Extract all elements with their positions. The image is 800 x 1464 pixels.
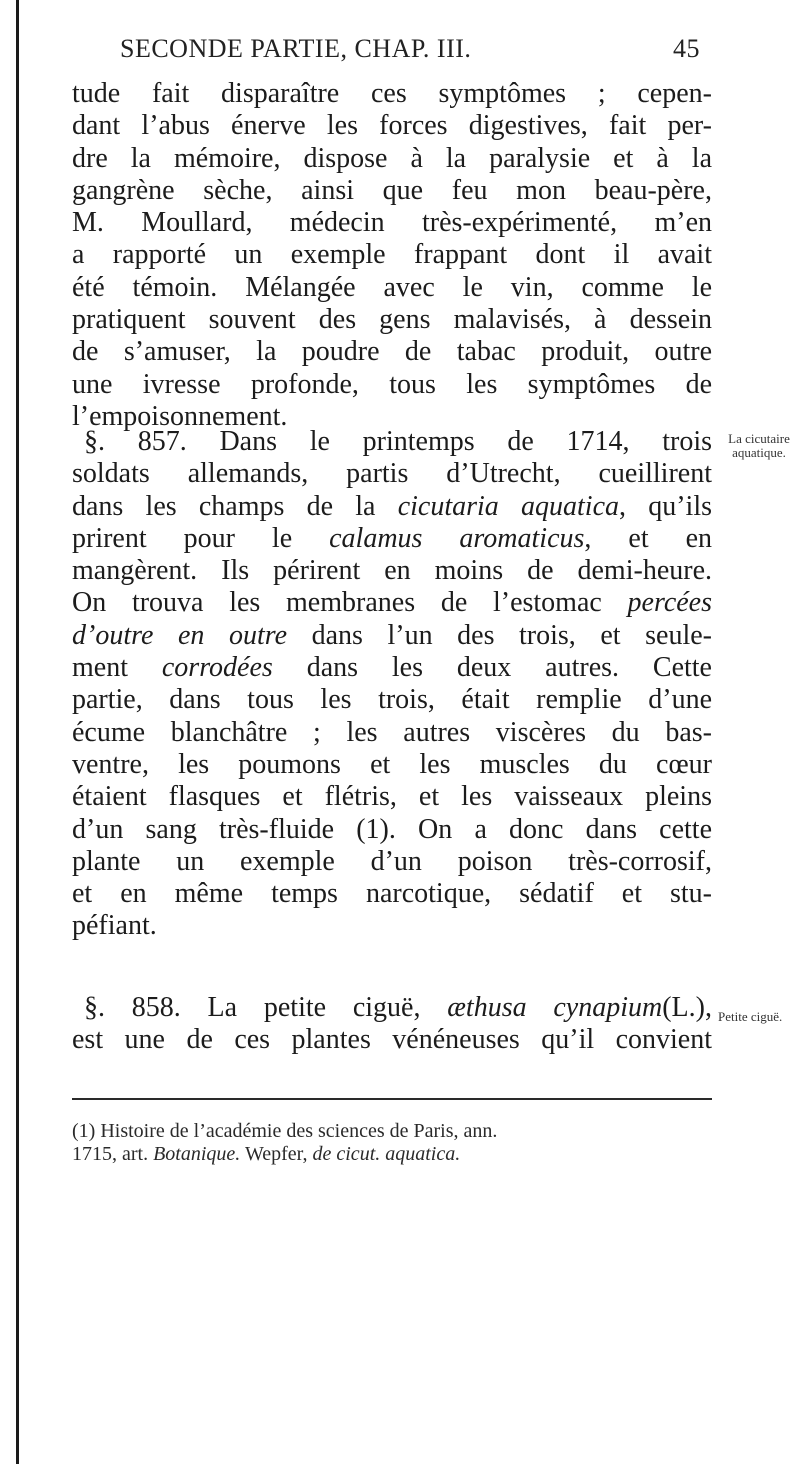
footnote <box>72 1120 732 1166</box>
page-header <box>120 34 700 74</box>
text-run: Wepfer, <box>240 1143 313 1165</box>
footnote-divider <box>72 1098 712 1100</box>
text-run: dans les deux autres. Cette <box>272 652 712 684</box>
text-run: (L.), <box>662 992 712 1023</box>
text-line <box>72 992 712 1024</box>
text-line: écume blanchâtre ; les autres viscères du bas- <box>72 716 712 748</box>
italic-run: de cicut. aquatica. <box>312 1143 461 1165</box>
italic-run: Botanique. <box>153 1143 241 1165</box>
text-run: dans l’un des trois, et seule- <box>287 619 712 651</box>
text-line: étaient flasques et flétris, et les vaisseaux pleins <box>72 781 712 813</box>
paragraph-3 <box>72 992 712 1057</box>
text-line: d’un sang très-fluide (1). On a donc dans cette <box>72 813 712 845</box>
margin-note-petite-cigue: Petite ciguë. <box>718 1009 783 1024</box>
text-line <box>72 652 712 684</box>
text-line: une ivresse profonde, tous les symptômes de <box>72 368 712 400</box>
paragraph-1 <box>72 78 712 433</box>
text-line: été témoin. Mélangée avec le vin, comme le <box>72 271 712 303</box>
text-run: On trouva les membranes de l’estomac <box>72 587 628 619</box>
text-line: dre la mémoire, dispose à la paralysie et à la <box>72 142 712 174</box>
text-line: l’empoisonnement. <box>72 400 288 432</box>
text-line <box>72 523 712 555</box>
margin-note-line: aquatique. <box>732 445 786 460</box>
text-line: mangèrent. Ils périrent en moins de demi-heure. <box>72 555 712 587</box>
text-line: gangrène sèche, ainsi que feu mon beau-père, <box>72 174 712 206</box>
text-line: soldats allemands, partis d’Utrecht, cueillirent <box>72 458 712 490</box>
running-title: SECONDE PARTIE, CHAP. III. <box>120 34 472 63</box>
text-line: tude fait disparaître ces symptômes ; cepen- <box>72 78 712 109</box>
page-number: 45 <box>673 34 700 63</box>
text-line <box>72 620 712 652</box>
margin-note-line: La cicutaire <box>728 431 790 446</box>
footnote-line <box>72 1143 732 1166</box>
text-line: a rapporté un exemple frappant dont il avait <box>72 239 712 271</box>
italic-run: percées <box>627 587 712 619</box>
paragraph-2 <box>72 426 712 943</box>
text-run: §. 858. La petite ciguë, <box>84 992 448 1023</box>
text-line: et en même temps narcotique, sédatif et stu- <box>72 878 712 910</box>
text-line: M. Moullard, médecin très-expérimenté, m’en <box>72 207 712 239</box>
text-line: §. 857. Dans le printemps de 1714, trois <box>84 426 712 457</box>
italic-run: calamus aromaticus <box>329 522 585 554</box>
italic-run: d’outre en outre <box>72 619 288 651</box>
text-line: ventre, les poumons et les muscles du cœur <box>72 748 712 780</box>
margin-note-cicutaire <box>718 432 800 460</box>
text-line: partie, dans tous les trois, était remplie d’une <box>72 684 712 716</box>
footnote-line: (1) Histoire de l’académie des sciences de Paris, ann. <box>72 1120 498 1142</box>
text-line: pratiquent souvent des gens malavisés, à dessein <box>72 304 712 336</box>
text-line: est une de ces plantes vénéneuses qu’il convient <box>72 1024 712 1056</box>
text-line: dant l’abus énerve les forces digestives, fait per- <box>72 110 712 142</box>
text-line: péfiant. <box>72 910 157 942</box>
text-run: 1715, art. <box>72 1143 154 1165</box>
text-line <box>72 491 712 523</box>
text-run: prirent pour le <box>72 522 330 554</box>
text-run: , et en <box>584 522 712 554</box>
text-line: de s’amuser, la poudre de tabac produit, outre <box>72 336 712 368</box>
text-line <box>72 587 712 619</box>
italic-run: corrodées <box>161 652 273 684</box>
text-run: , qu’ils <box>619 490 712 522</box>
italic-run: cicutaria aquatica <box>397 490 620 522</box>
text-run: dans les champs de la <box>72 490 398 522</box>
page-edge-line <box>16 0 19 1464</box>
text-run: ment <box>72 652 162 684</box>
text-line: plante un exemple d’un poison très-corrosif, <box>72 845 712 877</box>
italic-run: æthusa cynapium <box>447 992 663 1023</box>
